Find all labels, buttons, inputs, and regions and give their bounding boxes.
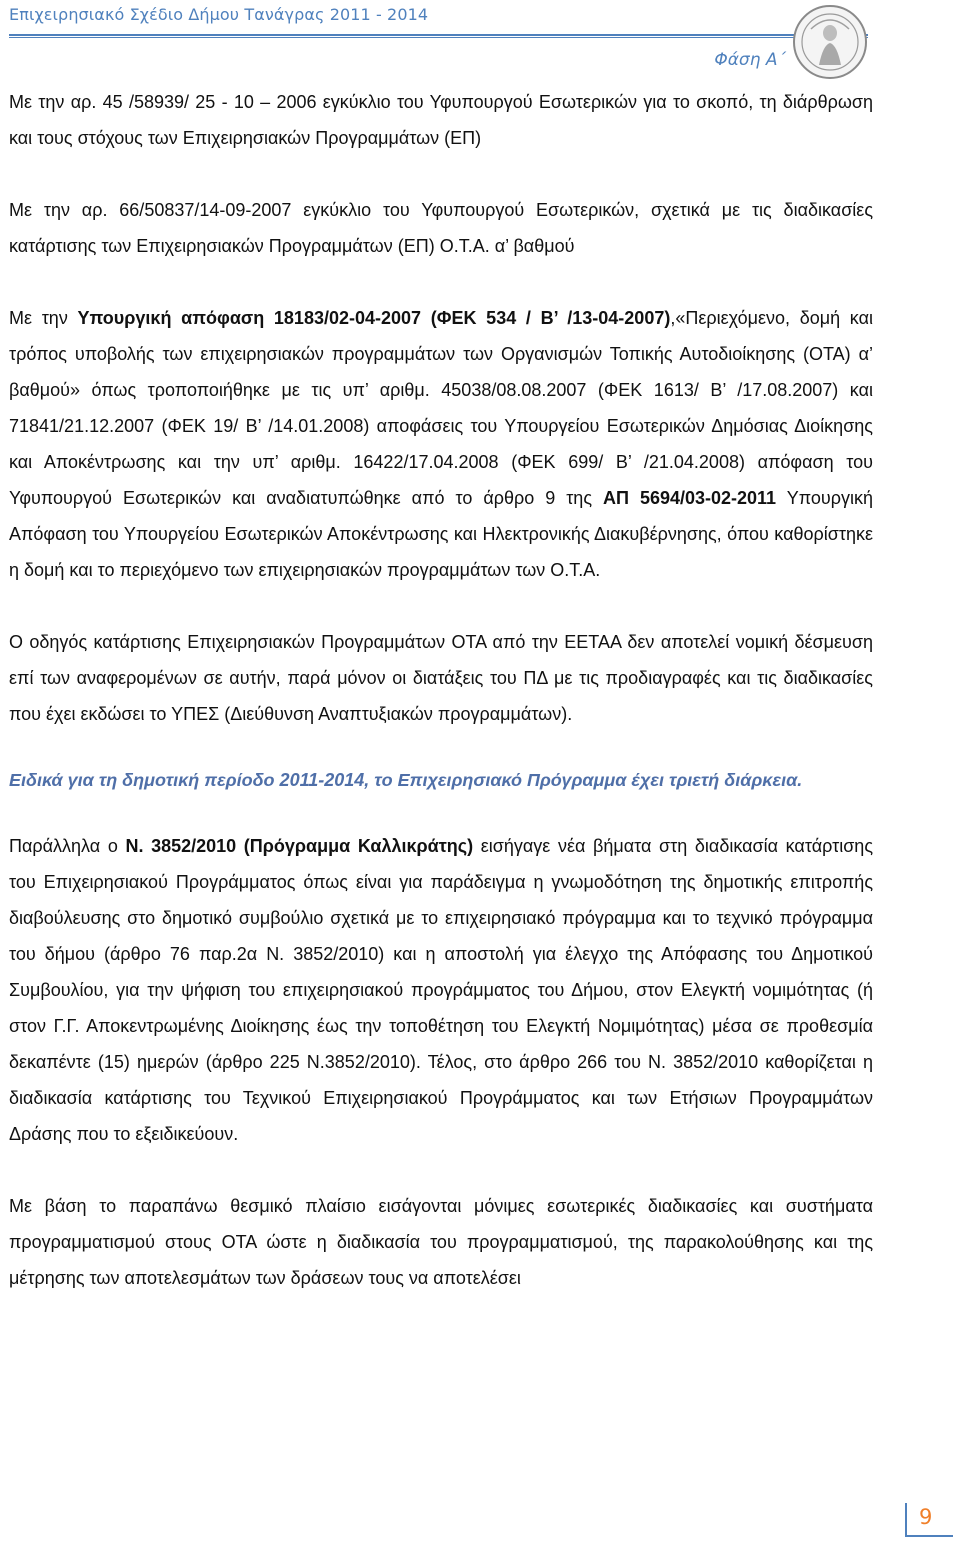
paragraph-eetaa-guide: Ο οδηγός κατάρτισης Επιχειρησιακών Προγραμμάτων ΟΤΑ από την ΕΕΤΑΑ δεν αποτελεί νομική δέσμευση επί των αναφερομένων σε αυτήν, παρά μόνον οι διατάξεις του ΠΔ με τις προδιαγραφές και τις διαδικασίες που έχει εκδώσει το ΥΠΕΣ (Διεύθυνση Αναπτυξιακών προγραμμάτων).	[9, 632, 873, 724]
text-segment: ,«Περιεχόμενο, δομή και τρόπος υποβολής των επιχειρησιακών προγραμμάτων των Οργανισμών Τοπικής Αυτοδιοίκησης (ΟΤΑ) α’ βαθμού» όπως τροποποιήθηκε με τις υπ’ αριθμ. 45038/08.08.2007 (ΦΕΚ 1613/ Β’ /17.08.2007) και 71841/21.12.2007 (ΦΕΚ 19/ Β’ /14.01.2008) αποφάσεις του Υπουργείου Εσωτερικών Δημόσιας Διοίκησης και Αποκέντρωσης και την υπ’ αριθμ. 16422/17.04.2008 (ΦΕΚ 699/ Β’ /21.04.2008) απόφαση του Υφυπουργού Εσωτερικών και αναδιατυπώθηκε από το άρθρο 9 της	[9, 308, 873, 508]
paragraph-circular-45: Με την αρ. 45 /58939/ 25 - 10 – 2006 εγκύκλιο του Υφυπουργού Εσωτερικών για το σκοπό, τη διάρθρωση και τους στόχους των Επιχειρησιακών Προγραμμάτων (ΕΠ)	[9, 92, 873, 148]
paragraph-framework: Με βάση το παραπάνω θεσμικό πλαίσιο εισάγονται μόνιμες εσωτερικές διαδικασίες και συστήματα προγραμματισμού στους ΟΤΑ ώστε η διαδικασία του προγραμματισμού, της παρακολούθησης και της μέτρησης των αποτελεσμάτων των δράσεων τους να αποτελέσει	[9, 1196, 873, 1288]
bold-law-reference: Ν. 3852/2010 (Πρόγραμμα Καλλικράτης)	[125, 836, 474, 856]
paragraph-highlight-period: Ειδικά για τη δημοτική περίοδο 2011-2014, το Επιχειρησιακό Πρόγραμμα έχει τριετή διάρκεια.	[9, 770, 803, 790]
bold-ap-reference: ΑΠ 5694/03-02-2011	[602, 488, 777, 508]
text-segment: Παράλληλα ο	[9, 836, 126, 856]
paragraph-ministerial-decision	[9, 300, 873, 588]
phase-label: Φάση Α΄	[714, 50, 786, 70]
paragraph-circular-66: Με την αρ. 66/50837/14-09-2007 εγκύκλιο του Υφυπουργού Εσωτερικών, σχετικά με τις διαδικασίες κατάρτισης των Επιχειρησιακών Προγραμμάτων (ΕΠ) Ο.Τ.Α. α’ βαθμού	[9, 200, 873, 256]
header-rule-thin	[9, 37, 868, 38]
text-segment: Υπουργική Απόφαση του Υπουργείου Εσωτερικών Αποκέντρωσης και Ηλεκτρονικής Διακυβέρνησης, όπου καθορίστηκε η δομή και το περιεχόμενο των επιχειρησιακών προγραμμάτων των Ο.Τ.Α.	[9, 488, 874, 580]
header-rule	[9, 34, 868, 36]
bold-decision-reference: Υπουργική απόφαση 18183/02-04-2007 (ΦΕΚ 534 / Β’ /13-04-2007)	[77, 308, 671, 328]
page-number: 9	[919, 1505, 933, 1529]
page-number-box	[905, 1503, 953, 1537]
header-title: Επιχειρησιακό Σχέδιο Δήμου Τανάγρας 2011 - 2014	[9, 5, 429, 24]
text-segment: Με την	[9, 308, 78, 328]
paragraph-kallikratis	[9, 828, 873, 1152]
municipal-seal-icon	[789, 3, 871, 81]
document-body	[9, 84, 873, 1296]
text-segment: εισήγαγε νέα βήματα στη διαδικασία κατάρτισης του Επιχειρησιακού Προγράμματος όπως είναι για παράδειγμα η γνωμοδότηση της δημοτικής επιτροπής διαβούλευσης στο δημοτικό συμβούλιο σχετικά με το επιχειρησιακό πρόγραμμα και το τεχνικό πρόγραμμα του δήμου (άρθρο 76 παρ.2α Ν. 3852/2010) και η αποστολή για έλεγχο της Απόφασης του Δημοτικού Συμβουλίου, για την ψήφιση του επιχειρησιακού προγράμματος του Δήμου, στον Ελεγκτή νομιμότητας (ή στον Γ.Γ. Αποκεντρωμένης Διοίκησης έως την τοποθέτηση του Ελεγκτή Νομιμότητας) μέσα σε προθεσμία δεκαπέντε (15) ημερών (άρθρο 225 Ν.3852/2010). Τέλος, στο άρθρο 266 του Ν. 3852/2010 καθορίζεται η διαδικασία κατάρτισης του Τεχνικού Επιχειρησιακού Προγράμματος και των Ετήσιων Προγραμμάτων Δράσης που το εξειδικεύουν.	[9, 836, 873, 1144]
